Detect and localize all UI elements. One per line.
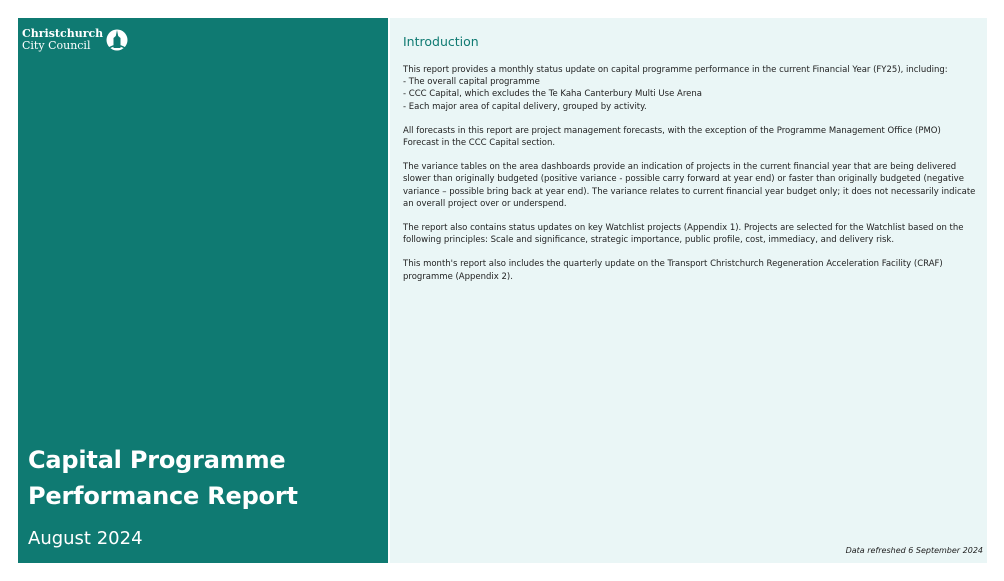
intro-paragraph-3: The variance tables on the area dashboards provide an indication of projects in the current financial year that are being delivered slower than originally budgeted (positive variance - possible carry forward at year end) or faster than originally budgeted (negative variance – possible bring back at year end). The variance relates to current financial year budget only; it does not necessarily indicate an overall project over or underspend.: [403, 162, 976, 209]
intro-lead: This report provides a monthly status update on capital programme performance in the current Financial Year (FY25), including:: [403, 65, 948, 75]
intro-paragraph-1: [403, 64, 978, 113]
data-refreshed-note: Data refreshed 6 September 2024: [845, 546, 983, 555]
intro-paragraph-2: All forecasts in this report are project management forecasts, with the exception of the Programme Management Office (PMO) Forecast in the CCC Capital section.: [403, 125, 941, 149]
cover-panel: [18, 18, 388, 563]
report-title-line-1: Capital Programme: [28, 446, 286, 474]
report-date: August 2024: [28, 528, 143, 549]
report-title-line-2: Performance Report: [28, 482, 298, 510]
introduction-panel: [390, 18, 987, 563]
introduction-heading: Introduction: [403, 34, 479, 49]
council-logo: [22, 28, 128, 52]
report-title: [28, 442, 378, 514]
cathedral-icon: [106, 28, 128, 52]
introduction-body: [403, 64, 978, 295]
logo-line-2: City Council: [22, 39, 91, 52]
list-item: - CCC Capital, which excludes the Te Kaha Canterbury Multi Use Arena: [403, 89, 702, 100]
logo-line-1: Christchurch: [22, 27, 104, 40]
intro-paragraph-5: This month's report also includes the quarterly update on the Transport Christchurch Regeneration Acceleration Facility (CRAF) programme (Appendix 2).: [403, 259, 943, 282]
intro-paragraph-4: The report also contains status updates on key Watchlist projects (Appendix 1). Projects are selected for the Watchlist based on the following principles: Scale and significance, strategic importance, public profile, cost, immediacy, and delivery risk.: [403, 223, 964, 246]
list-item: - The overall capital programme: [403, 77, 540, 88]
list-item: - Each major area of capital delivery, grouped by activity.: [403, 101, 647, 112]
